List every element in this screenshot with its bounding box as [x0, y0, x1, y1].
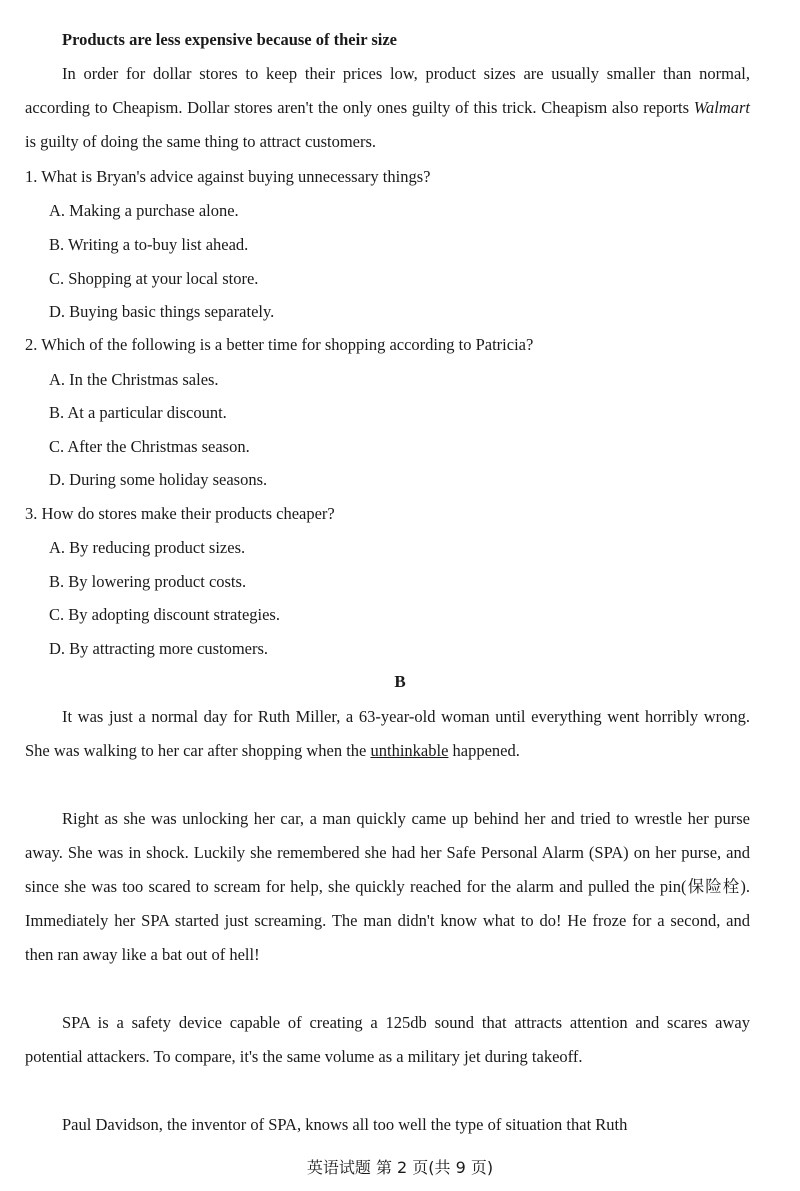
paragraph-tail: happened. [452, 741, 520, 760]
question-2-option-c: C. After the Christmas season. [49, 437, 250, 456]
question-1-option-a: A. Making a purchase alone. [49, 201, 239, 220]
paragraph-text: Paul Davidson, the inventor of SPA, knows all too well the type of situation that Ruth [62, 1115, 628, 1134]
question-1-option-b: B. Writing a to-buy list ahead. [49, 235, 249, 254]
walmart-italic: Walmart [693, 98, 751, 117]
passage-b-paragraph-2 [25, 802, 750, 972]
question-3-stem: 3. How do stores make their products cheaper? [25, 504, 335, 523]
section-heading: Products are less expensive because of their size [62, 30, 397, 49]
page-footer: 英语试题 第 2 页(共 9 页) [306, 1158, 494, 1177]
paragraph-text: Right as she was unlocking her car, a man quickly came up behind her and tried to wrestle her purse away. She was in shock. Luckily she remembered she had her Safe Personal Alarm (SPA) on her purse, and since she was too scared to scream for help, she quickly reached for the alarm and pulled the pin(保险栓). Immediately her SPA started just screaming. The man didn't know what to do! He froze for a second, and then ran away like a bat out of hell! [25, 809, 750, 964]
question-1-option-d: D. Buying basic things separately. [49, 302, 275, 321]
question-1-stem: 1. What is Bryan's advice against buying unnecessary things? [25, 167, 431, 186]
question-2-option-a: A. In the Christmas sales. [49, 370, 219, 389]
question-2-option-d: D. During some holiday seasons. [49, 470, 268, 489]
passage-b-paragraph-1 [25, 700, 750, 768]
paragraph-cheapism [25, 57, 750, 159]
question-3-option-d: D. By attracting more customers. [49, 639, 269, 658]
question-2-stem: 2. Which of the following is a better time for shopping according to Patricia? [25, 335, 534, 354]
underlined-word: unthinkable [370, 741, 449, 760]
paragraph-text: SPA is a safety device capable of creating a 125db sound that attracts attention and scares away potential attackers. To compare, it's the same volume as a military jet during takeoff. [25, 1013, 750, 1066]
section-b-label: B [394, 672, 406, 691]
question-1-option-c: C. Shopping at your local store. [49, 269, 259, 288]
paragraph-text: In order for dollar stores to keep their prices low, product sizes are usually smaller than normal, according to Cheapism. Dollar stores aren't the only ones guilty of this trick. Cheapism also reports [25, 64, 750, 117]
paragraph-tail: is guilty of doing the same thing to attract customers. [25, 132, 377, 151]
question-3-option-c: C. By adopting discount strategies. [49, 605, 280, 624]
passage-b-paragraph-4 [25, 1108, 750, 1142]
question-3-option-a: A. By reducing product sizes. [49, 538, 246, 557]
question-3-option-b: B. By lowering product costs. [49, 572, 247, 591]
paragraph-text: It was just a normal day for Ruth Miller, a 63-year-old woman until everything went horribly wrong. She was walking to her car after shopping when the [25, 707, 750, 760]
question-2-option-b: B. At a particular discount. [49, 403, 227, 422]
passage-b-paragraph-3 [25, 1006, 750, 1074]
